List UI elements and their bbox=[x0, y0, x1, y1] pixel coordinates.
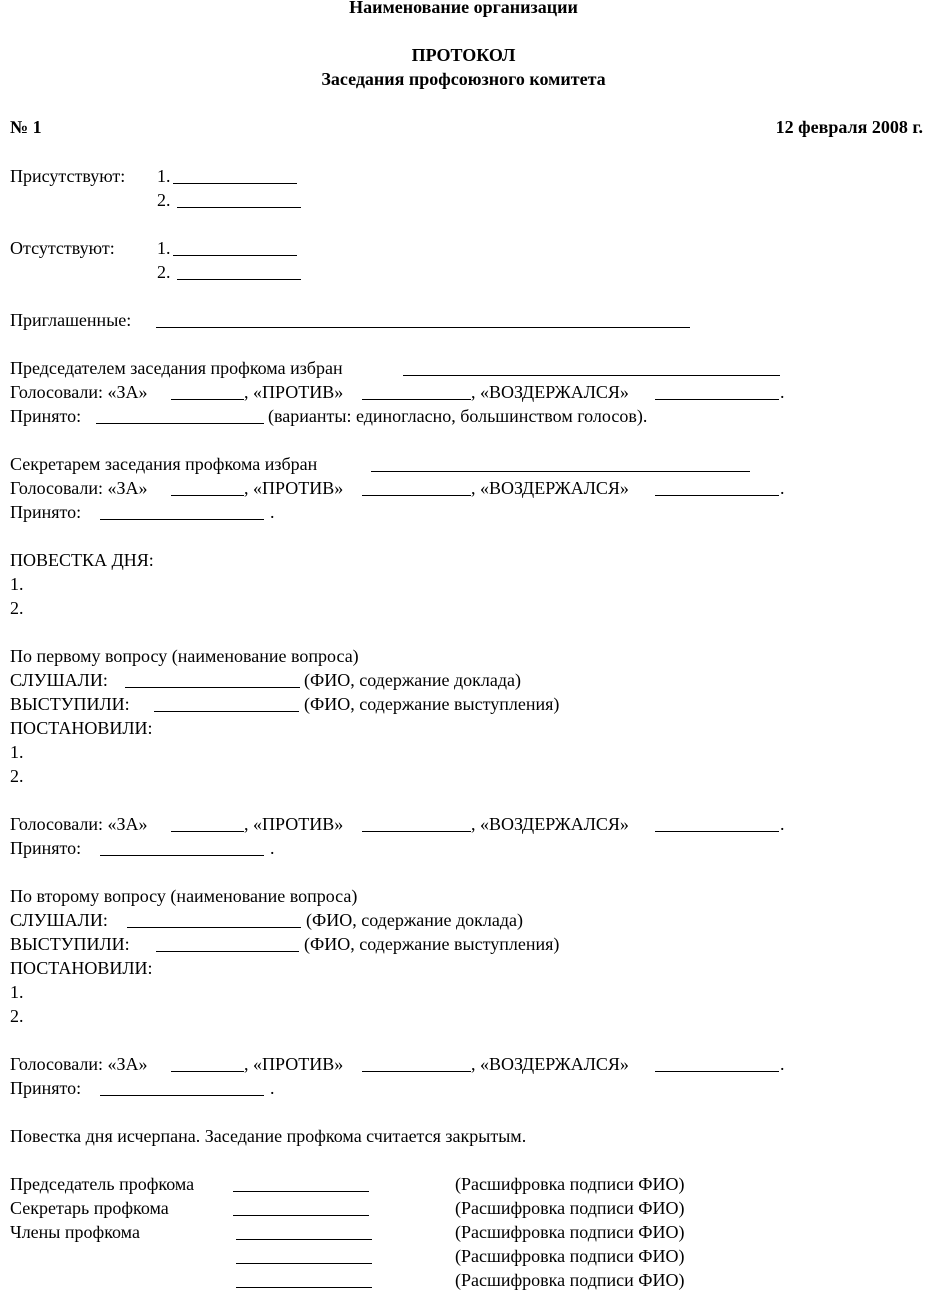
question1-heard-blank[interactable] bbox=[125, 687, 300, 688]
absent-item-2-blank[interactable] bbox=[177, 279, 301, 280]
question1-spoke-blank[interactable] bbox=[154, 711, 299, 712]
chairman-accepted-blank[interactable] bbox=[96, 423, 264, 424]
question2-vote-against-label: , «ПРОТИВ» bbox=[244, 1054, 344, 1074]
absent-item-2-number: 2. bbox=[157, 262, 171, 282]
absent-item-1-blank[interactable] bbox=[173, 255, 297, 256]
agenda-title: ПОВЕСТКА ДНЯ: bbox=[10, 550, 154, 570]
question2-vote-end: . bbox=[780, 1054, 785, 1074]
signature-secretary-decoding: (Расшифровка подписи ФИО) bbox=[455, 1198, 685, 1218]
question2-heard-label: СЛУШАЛИ: bbox=[10, 910, 108, 930]
question1-heard-note: (ФИО, содержание доклада) bbox=[304, 670, 522, 690]
absent-item-1-number: 1. bbox=[157, 238, 171, 258]
question1-vote-abstain-blank[interactable] bbox=[655, 831, 779, 832]
question1-vote-abstain-label: , «ВОЗДЕРЖАЛСЯ» bbox=[471, 814, 629, 834]
question1-vote-end: . bbox=[780, 814, 785, 834]
question2-title: По второму вопросу (наименование вопроса) bbox=[10, 886, 358, 906]
question1-vote-for-blank[interactable] bbox=[171, 831, 244, 832]
document-title: ПРОТОКОЛ bbox=[411, 45, 516, 65]
chairman-vote-abstain-blank[interactable] bbox=[655, 399, 779, 400]
chairman-elected-label: Председателем заседания профкома избран bbox=[10, 358, 343, 378]
signature-secretary-blank[interactable] bbox=[233, 1215, 369, 1216]
secretary-vote-against-blank[interactable] bbox=[362, 495, 471, 496]
signature-member-1-decoding: (Расшифровка подписи ФИО) bbox=[455, 1222, 685, 1242]
signature-member-3-decoding: (Расшифровка подписи ФИО) bbox=[455, 1270, 685, 1290]
signature-chairman-label: Председатель профкома bbox=[10, 1174, 195, 1194]
question1-accepted-label: Принято: bbox=[10, 838, 82, 858]
question2-accepted-end: . bbox=[270, 1078, 275, 1098]
question2-accepted-blank[interactable] bbox=[100, 1095, 264, 1096]
secretary-accepted-label: Принято: bbox=[10, 502, 82, 522]
question2-vote-for-blank[interactable] bbox=[171, 1071, 244, 1072]
signature-chairman-decoding: (Расшифровка подписи ФИО) bbox=[455, 1174, 685, 1194]
signature-member-1-blank[interactable] bbox=[236, 1239, 372, 1240]
question2-vote-for-label: Голосовали: «ЗА» bbox=[10, 1054, 148, 1074]
question1-accepted-blank[interactable] bbox=[100, 855, 264, 856]
secretary-vote-abstain-label: , «ВОЗДЕРЖАЛСЯ» bbox=[471, 478, 629, 498]
question1-spoke-note: (ФИО, содержание выступления) bbox=[304, 694, 560, 714]
chairman-accepted-label: Принято: bbox=[10, 406, 82, 426]
question1-decision-item-1: 1. bbox=[10, 742, 24, 762]
secretary-accepted-blank[interactable] bbox=[100, 519, 264, 520]
closing-statement: Повестка дня исчерпана. Заседание профкома считается закрытым. bbox=[10, 1126, 527, 1146]
question1-vote-against-label: , «ПРОТИВ» bbox=[244, 814, 344, 834]
chairman-vote-abstain-label: , «ВОЗДЕРЖАЛСЯ» bbox=[471, 382, 629, 402]
chairman-vote-end: . bbox=[780, 382, 785, 402]
question2-vote-against-blank[interactable] bbox=[362, 1071, 471, 1072]
invited-blank[interactable] bbox=[156, 327, 690, 328]
question2-spoke-label: ВЫСТУПИЛИ: bbox=[10, 934, 130, 954]
question2-heard-note: (ФИО, содержание доклада) bbox=[306, 910, 524, 930]
chairman-vote-for-blank[interactable] bbox=[171, 399, 244, 400]
present-item-2-blank[interactable] bbox=[177, 207, 301, 208]
question1-decision-item-2: 2. bbox=[10, 766, 24, 786]
present-item-1-number: 1. bbox=[157, 166, 171, 186]
question2-decision-item-1: 1. bbox=[10, 982, 24, 1002]
signature-chairman-blank[interactable] bbox=[233, 1191, 369, 1192]
invited-label: Приглашенные: bbox=[10, 310, 132, 330]
question1-vote-for-label: Голосовали: «ЗА» bbox=[10, 814, 148, 834]
organization-name: Наименование организации bbox=[349, 0, 578, 17]
question2-spoke-blank[interactable] bbox=[156, 951, 299, 952]
question1-vote-against-blank[interactable] bbox=[362, 831, 471, 832]
document-subtitle: Заседания профсоюзного комитета bbox=[321, 69, 606, 89]
question2-accepted-label: Принято: bbox=[10, 1078, 82, 1098]
secretary-accepted-end: . bbox=[270, 502, 275, 522]
protocol-date: 12 февраля 2008 г. bbox=[775, 117, 923, 137]
secretary-elected-label: Секретарем заседания профкома избран bbox=[10, 454, 318, 474]
question2-vote-abstain-blank[interactable] bbox=[655, 1071, 779, 1072]
secretary-name-blank[interactable] bbox=[371, 471, 750, 472]
chairman-vote-for-label: Голосовали: «ЗА» bbox=[10, 382, 148, 402]
question1-title: По первому вопросу (наименование вопроса) bbox=[10, 646, 359, 666]
absent-label: Отсутствуют: bbox=[10, 238, 115, 258]
secretary-vote-against-label: , «ПРОТИВ» bbox=[244, 478, 344, 498]
secretary-vote-abstain-blank[interactable] bbox=[655, 495, 779, 496]
question2-decision-item-2: 2. bbox=[10, 1006, 24, 1026]
chairman-vote-against-label: , «ПРОТИВ» bbox=[244, 382, 344, 402]
question1-accepted-end: . bbox=[270, 838, 275, 858]
question2-spoke-note: (ФИО, содержание выступления) bbox=[304, 934, 560, 954]
chairman-vote-against-blank[interactable] bbox=[362, 399, 471, 400]
signature-member-2-decoding: (Расшифровка подписи ФИО) bbox=[455, 1246, 685, 1266]
question1-decided-label: ПОСТАНОВИЛИ: bbox=[10, 718, 153, 738]
agenda-item-2: 2. bbox=[10, 598, 24, 618]
chairman-name-blank[interactable] bbox=[403, 375, 780, 376]
secretary-vote-for-label: Голосовали: «ЗА» bbox=[10, 478, 148, 498]
agenda-item-1: 1. bbox=[10, 574, 24, 594]
present-item-2-number: 2. bbox=[157, 190, 171, 210]
signature-members-label: Члены профкома bbox=[10, 1222, 140, 1242]
present-label: Присутствуют: bbox=[10, 166, 126, 186]
protocol-number: № 1 bbox=[10, 117, 42, 137]
question2-decided-label: ПОСТАНОВИЛИ: bbox=[10, 958, 153, 978]
secretary-vote-end: . bbox=[780, 478, 785, 498]
signature-member-2-blank[interactable] bbox=[236, 1263, 372, 1264]
present-item-1-blank[interactable] bbox=[173, 183, 297, 184]
question2-heard-blank[interactable] bbox=[127, 927, 301, 928]
question1-spoke-label: ВЫСТУПИЛИ: bbox=[10, 694, 130, 714]
question2-vote-abstain-label: , «ВОЗДЕРЖАЛСЯ» bbox=[471, 1054, 629, 1074]
secretary-vote-for-blank[interactable] bbox=[171, 495, 244, 496]
chairman-accepted-variants: (варианты: единогласно, большинством голосов). bbox=[268, 406, 648, 426]
signature-secretary-label: Секретарь профкома bbox=[10, 1198, 169, 1218]
question1-heard-label: СЛУШАЛИ: bbox=[10, 670, 108, 690]
signature-member-3-blank[interactable] bbox=[236, 1287, 372, 1288]
